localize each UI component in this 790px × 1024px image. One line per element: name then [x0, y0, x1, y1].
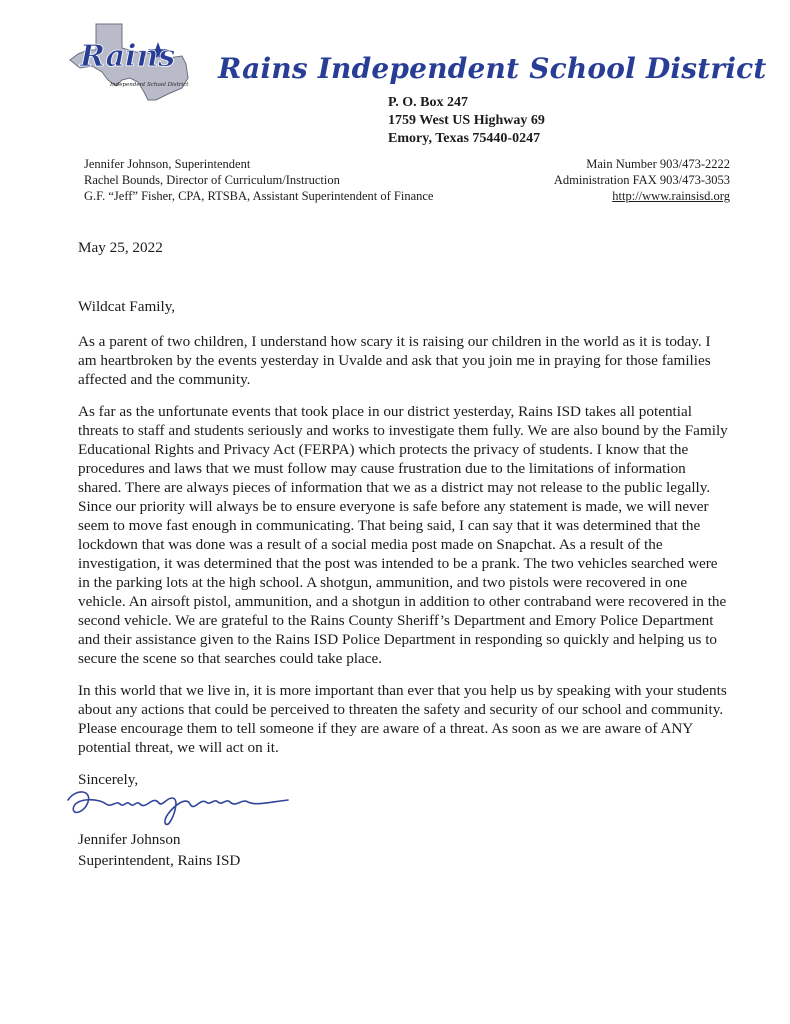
district-logo [64, 20, 214, 102]
signer-name: Jennifer Johnson [78, 831, 181, 848]
staff-curriculum-director: Rachel Bounds, Director of Curriculum/Instruction [84, 173, 340, 187]
staff-finance-assistant: G.F. “Jeff” Fisher, CPA, RTSBA, Assistant Superintendent of Finance [84, 189, 434, 203]
letter-salutation: Wildcat Family, [78, 298, 176, 315]
website-link[interactable]: http://www.rainsisd.org [612, 189, 730, 203]
address-line: P. O. Box 247 [388, 95, 468, 110]
staff-superintendent: Jennifer Johnson, Superintendent [84, 157, 251, 171]
main-number: Main Number 903/473-2222 [586, 157, 730, 171]
admin-fax: Administration FAX 903/473-3053 [553, 173, 730, 187]
letter-paragraph: In this world that we live in, it is more important than ever that you help us by speaking with your students about any actions that could be perceived to threaten the safety and security of our school and community. Please encourage them to tell someone if they are aware of a threat. As soon as we are aware of ANY potential threat, we will act on it. [78, 682, 727, 756]
address-line: 1759 West US Highway 69 [388, 113, 545, 128]
address-line: Emory, Texas 75440-0247 [388, 131, 541, 146]
letter-paragraph: As far as the unfortunate events that took place in our district yesterday, Rains ISD takes all potential threats to staff and students seriously and works to investigate them fully. We are also bound by the Family Educational Rights and Privacy Act (FERPA) which protects the privacy of students. I know that the procedures and laws that we must follow may cause frustration due to the limitations of information shared. There are always pieces of information that we as a district may not release to the public legally. Since our priority will always be to ensure everyone is safe before any statement is made, we will never seem to move fast enough in communicating. That being said, I can say that it was determined that the lockdown that was done was a result of a social media post made on Snapchat. As a result of the investigation, it was determined that the post was intended to be a prank. The two vehicles searched were in the parking lots at the high school. A shotgun, ammunition, and two pistols were recovered in one vehicle. An airsoft pistol, ammunition, and a shotgun in addition to other contraband were recovered in the second vehicle. We are grateful to the Rains County Sheriff’s Department and Emory Police Department and their assistance given to the Rains ISD Police Department in responding so quickly and helping us to secure the scene so that searches could take place. [78, 403, 728, 667]
logo-subtext: Independent School District [110, 82, 189, 88]
district-address [388, 94, 545, 148]
letter-paragraph: As a parent of two children, I understand how scary it is raising our children in the world as it is today. I am heartbroken by the events yesterday in Uvalde and ask that you join me in praying for those families affected and the community. [78, 333, 711, 388]
letter-date: May 25, 2022 [78, 239, 163, 256]
district-name: Rains Independent School District [218, 52, 767, 85]
letter-body [78, 238, 730, 802]
contact-info [554, 156, 730, 204]
signature-icon [62, 782, 292, 830]
staff-list [84, 156, 433, 204]
signer-block [78, 829, 240, 871]
logo-wordmark: Rains [80, 39, 176, 74]
letter-closing: Sincerely, [78, 771, 139, 788]
signer-title: Superintendent, Rains ISD [78, 852, 241, 869]
